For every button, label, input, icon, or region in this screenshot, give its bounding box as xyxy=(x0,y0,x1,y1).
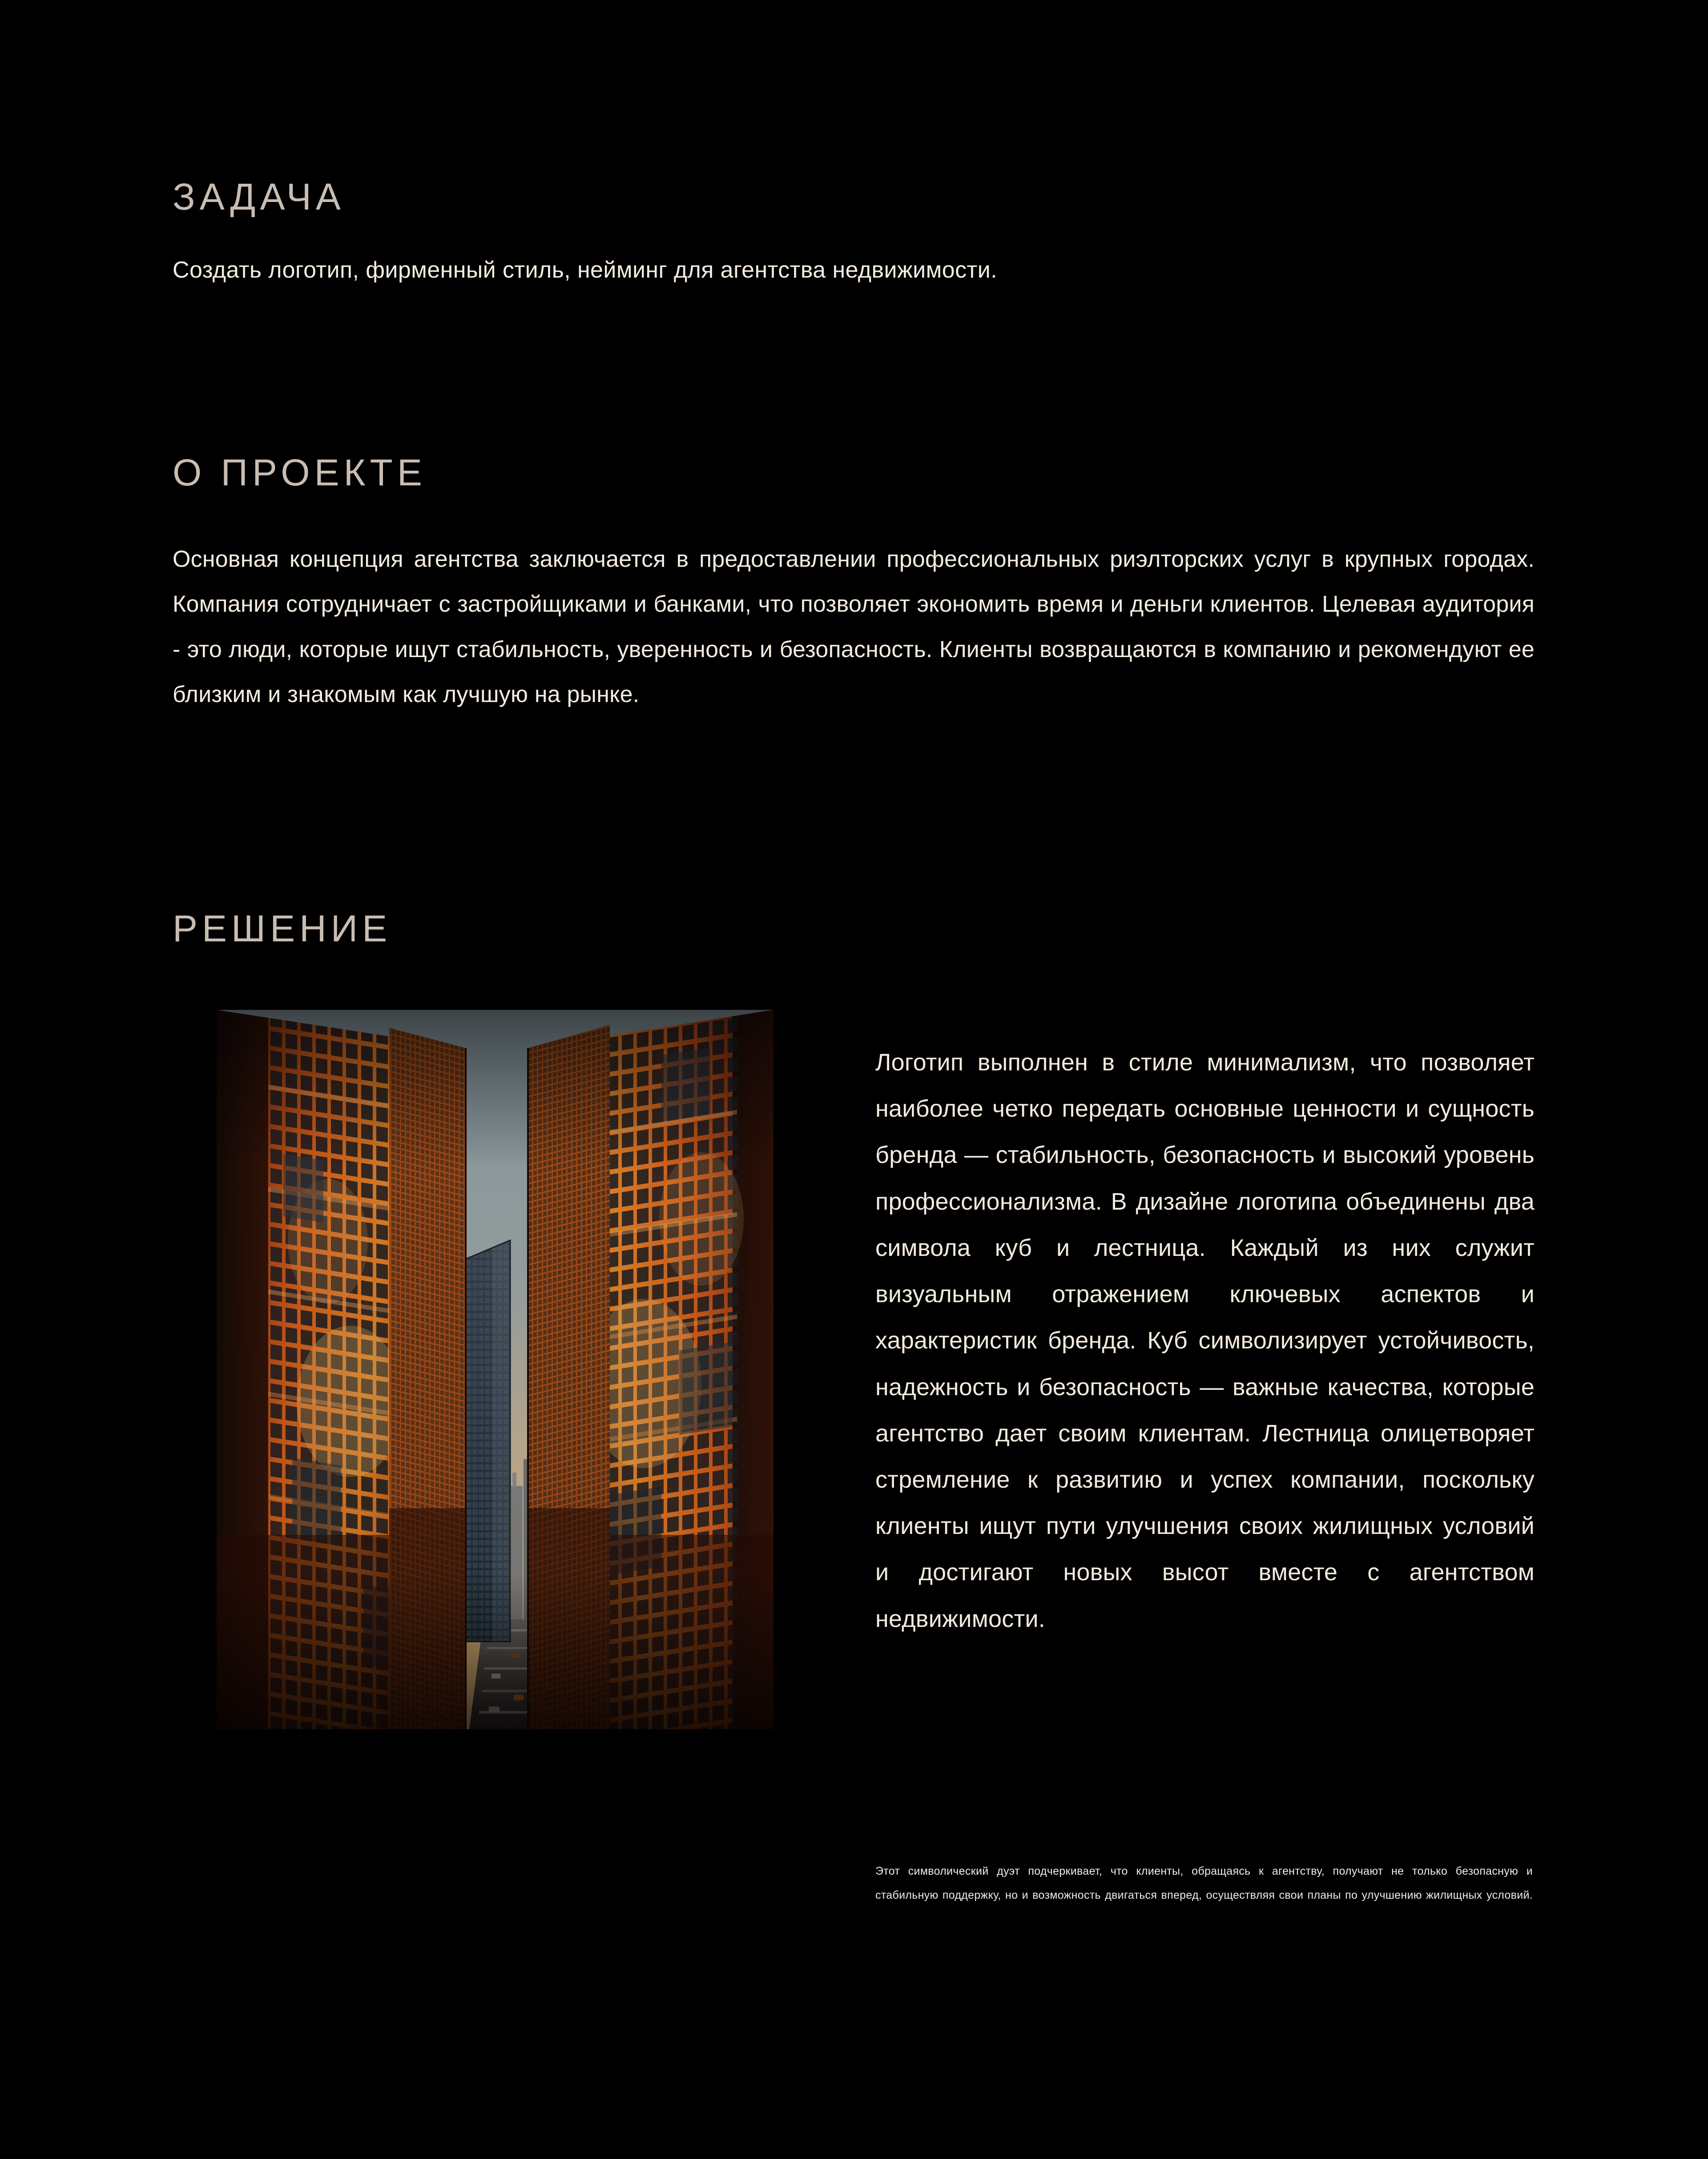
city-canyon-photo-illustration xyxy=(217,1010,773,1729)
section-body-solution: Логотип выполнен в стиле минимализм, что позволяет наиболее четко передать основные ценности и сущность бренда — стабильность, безопасность и высокий уровень профессионализма. В дизайне логотипа объединены два символа куб и лестница. Каждый из них служит визуальным отражением ключевых аспектов и характеристик бренда. Куб символизирует устойчивость, надежность и безопасность — важные качества, которые агентство дает своим клиентам. Лестница олицетворяет стремление к развитию и успех компании, поскольку клиенты ищут пути улучшения своих жилищных условий и достигают новых высот вместе с агентством недвижимости. xyxy=(875,1049,1535,1632)
city-canyon-photo xyxy=(217,1010,773,1729)
section-heading-task: ЗАДАЧА xyxy=(173,175,345,218)
section-heading-solution: РЕШЕНИЕ xyxy=(173,907,392,949)
section-body-about: Основная концепция агентства заключается в предоставлении профессиональных риэлторских услуг в крупных городах. Компания сотрудничает с застройщиками и банками, что позволяет экономить время и деньги клиентов. Целевая аудитория - это люди, которые ищут стабильность, уверенность и безопасность. Клиенты возвращаются в компанию и рекомендуют ее близким и знакомым как лучшую на рынке. xyxy=(173,546,1535,708)
section-body-task: Создать логотип, фирменный стиль, нейминг для агентства недвижимости. xyxy=(173,257,997,283)
section-heading-about: О ПРОЕКТЕ xyxy=(173,451,427,493)
solution-footnote: Этот символический дуэт подчеркивает, что клиенты, обращаясь к агентству, получают не только безопасную и стабильную поддержку, но и возможность двигаться вперед, осуществляя свои планы по улучшению жилищных условий. xyxy=(875,1865,1533,1901)
solution-content-row xyxy=(173,1010,1535,1739)
